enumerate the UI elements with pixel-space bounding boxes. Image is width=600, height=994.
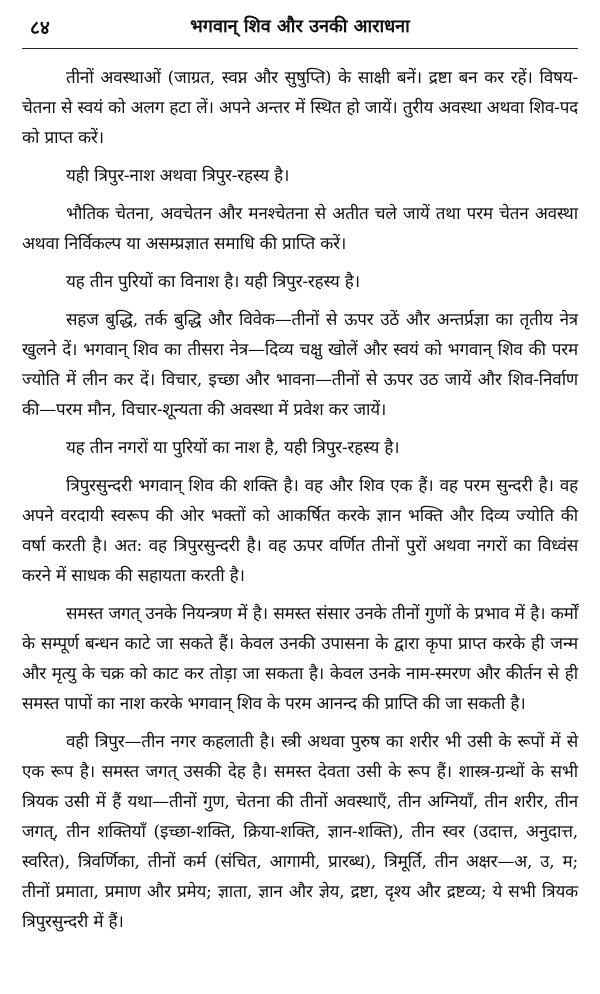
paragraph: भौतिक चेतना, अवचेतन और मनश्चेतना से अतीत चले जायें तथा परम चेतन अवस्था अथवा निर्विकल्प या असम्प्रज्ञात समाधि की प्राप्ति करें। bbox=[22, 204, 578, 254]
page-body bbox=[22, 49, 578, 937]
page-header bbox=[22, 0, 578, 49]
paragraph: समस्त जगत् उनके नियन्त्रण में है। समस्त संसार उनके तीनों गुणों के प्रभाव में है। कर्मों के सम्पूर्ण बन्धन काटे जा सकते हैं। केवल उनकी उपासना के द्वारा कृपा प्राप्त करके ही जन्म और मृत्यु के चक्र को काट कर तोड़ा जा सकता है। केवल उनके नाम-स्मरण और कीर्तन से ही समस्त पापों का नाश करके भगवान् शिव के परम आनन्द की प्राप्ति की जा सकती है। bbox=[22, 604, 578, 714]
page-number: ८४ bbox=[30, 17, 50, 39]
running-title: भगवान् शिव और उनकी आराधना bbox=[190, 16, 410, 37]
paragraph: सहज बुद्धि, तर्क बुद्धि और विवेक—तीनों से ऊपर उठें और अन्तर्प्रज्ञा का तृतीय नेत्र खुलने दें। भगवान् शिव का तीसरा नेत्र—दिव्य चक्षु खोलें और स्वयं को भगवान् शिव की परम ज्योति में लीन कर दें। विचार, इच्छा और भावना—तीनों से ऊपर उठ जायें और शिव-निर्वाण की—परम मौन, विचार-शून्यता की अवस्था में प्रवेश कर जायें। bbox=[22, 310, 578, 420]
paragraph: यह तीन पुरियों का विनाश है। यही त्रिपुर-रहस्य है। bbox=[66, 272, 360, 292]
paragraph: तीनों अवस्थाओं (जाग्रत, स्वप्न और सुषुप्ति) के साक्षी बनें। द्रष्टा बन कर रहें। विषय-चेतना से स्वयं को अलग हटा लें। अपने अन्तर में स्थित हो जायें। तुरीय अवस्था अथवा शिव-पद को प्राप्त करें। bbox=[22, 68, 578, 148]
paragraph: वही त्रिपुर—तीन नगर कहलाती है। स्त्री अथवा पुरुष का शरीर भी उसी के रूपों में से एक रूप है। समस्त जगत् उसकी देह है। समस्त देवता उसी के रूप हैं। शास्त्र-ग्रन्थों के सभी त्रियक उसी में हैं यथा—तीनों गुण, चेतना की तीनों अवस्थाएँ, तीन अग्नियाँ, तीन शरीर, तीन जगत्, तीन शक्तियाँ (इच्छा-शक्ति, क्रिया-शक्ति, ज्ञान-शक्ति), तीन स्वर (उदात्त, अनुदात्त, स्वरित), त्रिवर्णिका, तीनों कर्म (संचित, आगामी, प्रारब्ध), त्रिमूर्ति, तीन अक्षर—अ, उ, म; तीनों प्रमाता, प्रमाण और प्रमेय; ज्ञाता, ज्ञान और ज्ञेय, द्रष्टा, दृश्य और द्रष्टव्य; ये सभी त्रियक त्रिपुरसुन्दरी में हैं। bbox=[22, 732, 578, 932]
paragraph: यही त्रिपुर-नाश अथवा त्रिपुर-रहस्य है। bbox=[66, 166, 290, 186]
paragraph: यह तीन नगरों या पुरियों का नाश है, यही त्रिपुर-रहस्य है। bbox=[66, 438, 400, 458]
paragraph: त्रिपुरसुन्दरी भगवान् शिव की शक्ति है। वह और शिव एक हैं। वह परम सुन्दरी है। वह अपने वरदायी स्वरूप की ओर भक्तों को आकर्षित करके ज्ञान भक्ति और दिव्य ज्योति की वर्षा करती है। अत: वह त्रिपुरसुन्दरी है। वह ऊपर वर्णित तीनों पुरों अथवा नगरों का विध्वंस करने में साधक की सहायता करती है। bbox=[22, 476, 578, 586]
